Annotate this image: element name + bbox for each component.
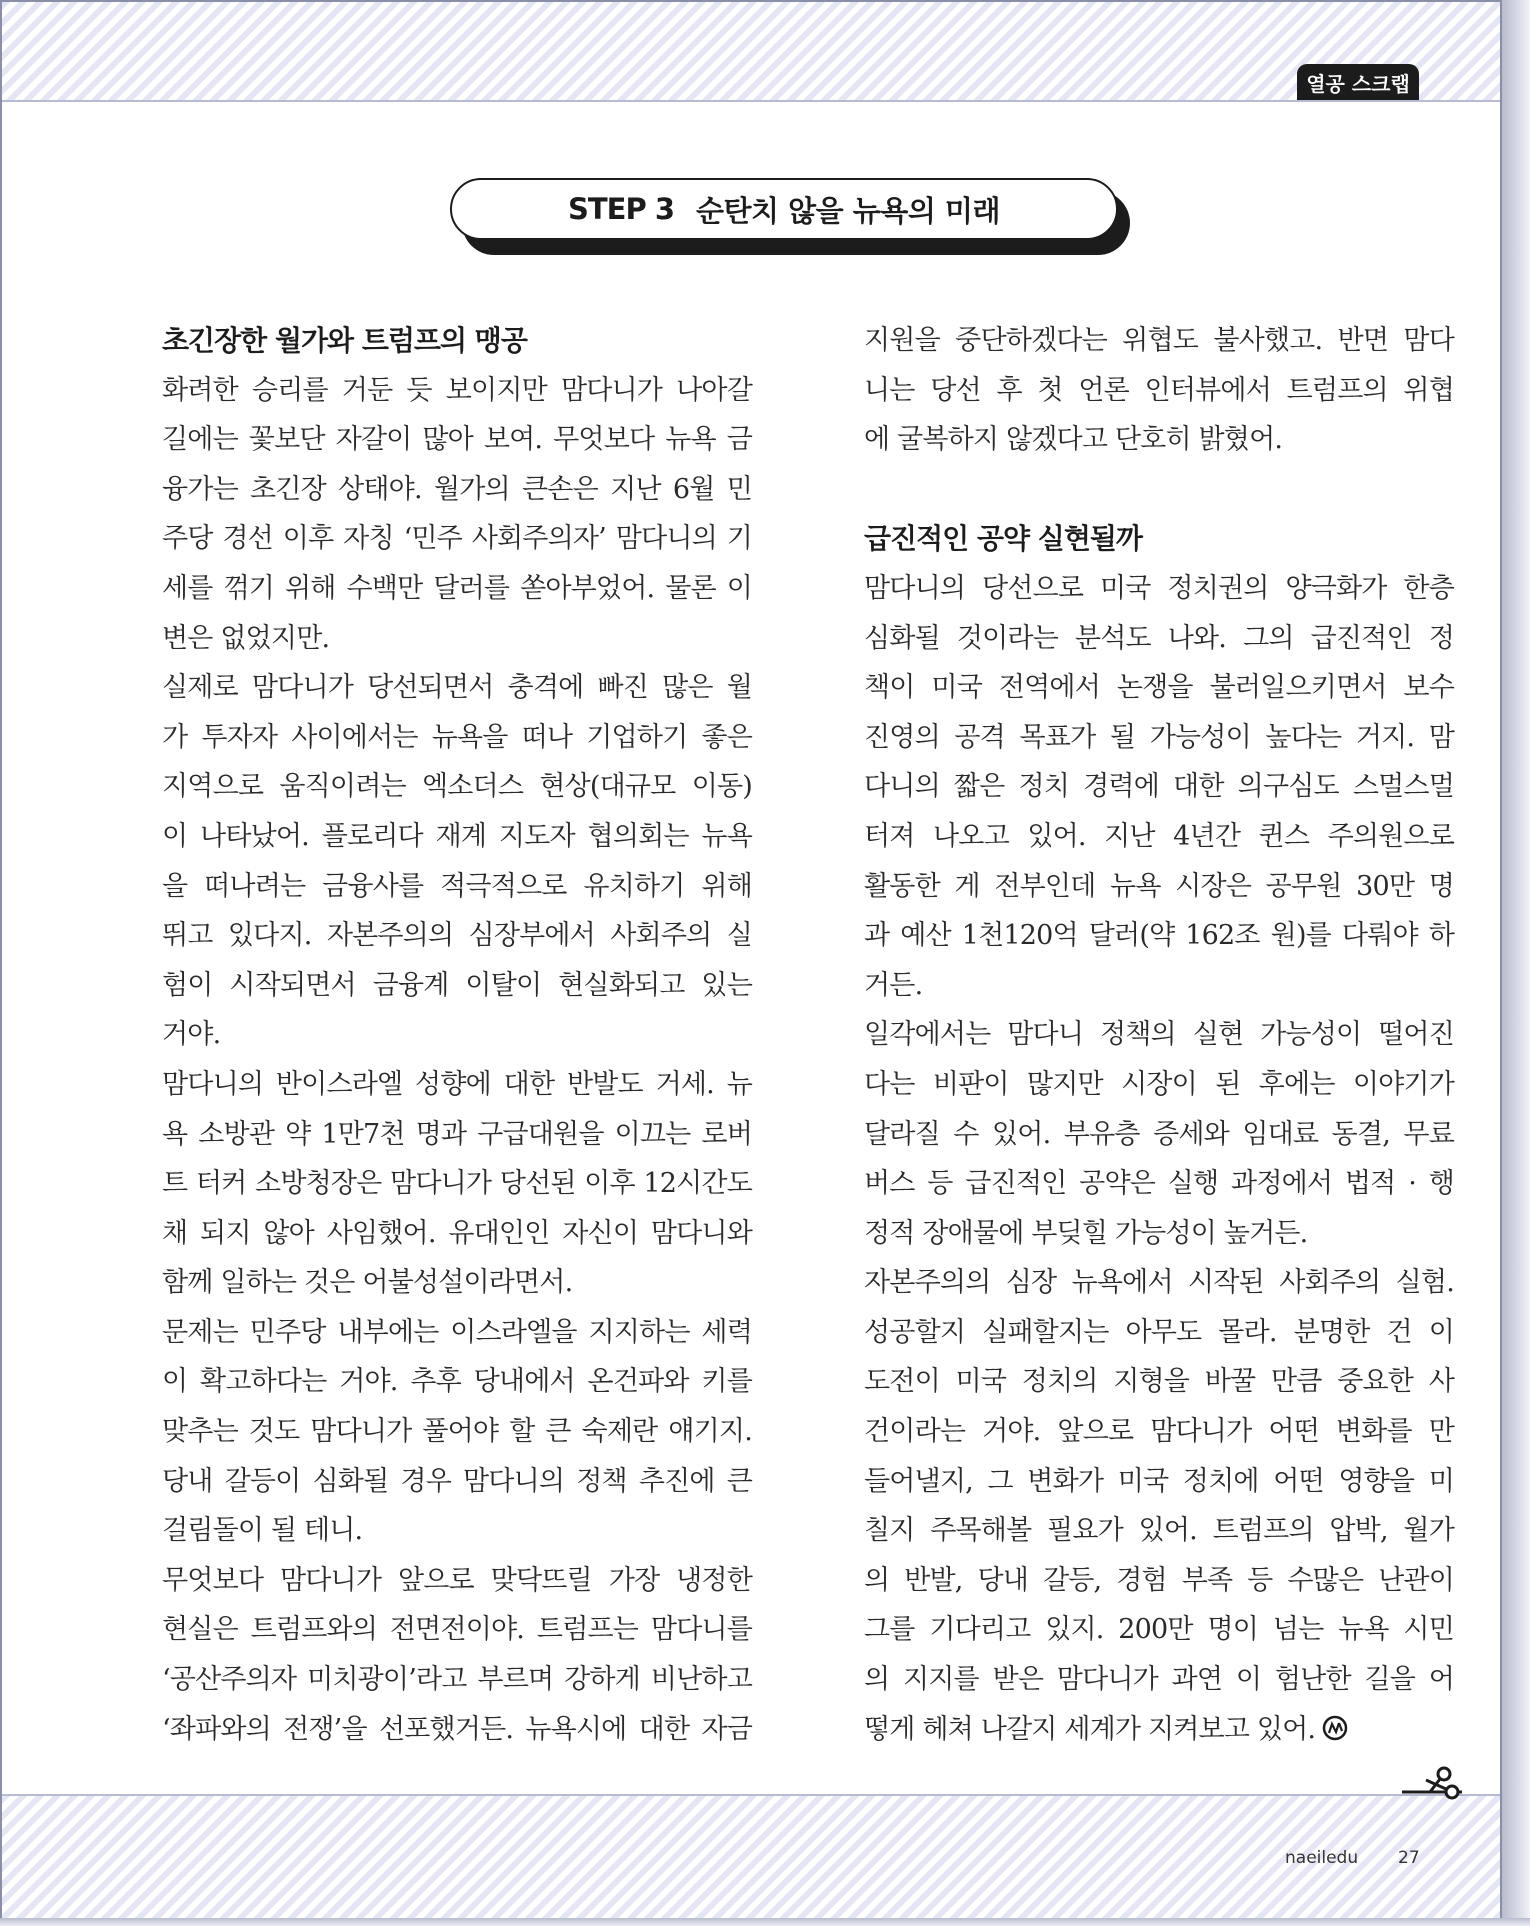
text-line-content: 문제는 민주당 내부에는 이스라엘을 지지하는 세력 <box>162 1316 752 1348</box>
text-line-content: 떻게 헤쳐 나갈지 세계가 지켜보고 있어. <box>864 1713 1316 1745</box>
text-line-content: 책이 미국 전역에서 논쟁을 불러일으키면서 보수 <box>864 672 1454 704</box>
text-line <box>864 1357 1454 1407</box>
text-line-content: 버스 등 급진적인 공약은 실행 과정에서 법적 · 행 <box>864 1168 1454 1200</box>
text-line-content: 들어낼지, 그 변화가 미국 정치에 어떤 영향을 미 <box>864 1465 1454 1497</box>
text-line <box>162 1457 752 1507</box>
text-line <box>162 1506 752 1556</box>
text-line <box>162 663 752 713</box>
text-line <box>864 1060 1454 1110</box>
text-line <box>162 762 752 812</box>
section-heading <box>162 316 752 366</box>
text-line <box>162 1010 752 1060</box>
text-line-content: 달라질 수 있어. 부유층 증세와 임대료 동결, 무료 <box>864 1118 1454 1150</box>
text-line-content: 급진적인 공약 실현될까 <box>864 522 1142 556</box>
text-line-content: 융가는 초긴장 상태야. 월가의 큰손은 지난 6월 민 <box>162 473 752 505</box>
text-line <box>864 614 1454 664</box>
step-title: 순탄치 않을 뉴욕의 미래 <box>696 193 1000 228</box>
page-edge-shadow <box>1502 0 1530 1926</box>
text-line <box>162 1159 752 1209</box>
text-line-content: 맘다니의 당선으로 미국 정치권의 양극화가 한층 <box>864 572 1454 604</box>
text-line <box>864 663 1454 713</box>
text-line-content: 실제로 맘다니가 당선되면서 충격에 빠진 많은 월 <box>162 672 752 704</box>
text-line-content: 지역으로 움직이려는 엑소더스 현상(대규모 이동) <box>162 771 752 803</box>
text-line-content: 채 되지 않아 사임했어. 유대인인 자신이 맘다니와 <box>162 1217 752 1249</box>
text-line-content: 칠지 주목해볼 필요가 있어. 트럼프의 압박, 월가 <box>864 1515 1454 1547</box>
top-stripe-band <box>2 2 1500 102</box>
text-line <box>864 961 1454 1011</box>
text-line-content: 당내 갈등이 심화될 경우 맘다니의 정책 추진에 큰 <box>162 1465 752 1497</box>
text-line-content: 정적 장애물에 부딪힐 가능성이 높거든. <box>864 1217 1308 1249</box>
step-label: STEP 3 <box>568 192 675 226</box>
text-line-content: 을 떠나려는 금융사를 적극적으로 유치하기 위해 <box>162 870 752 902</box>
text-line <box>864 1110 1454 1160</box>
page-number: 27 <box>1398 1848 1420 1868</box>
text-line-content: 다는 비판이 많지만 시장이 된 후에는 이야기가 <box>864 1068 1454 1100</box>
text-line-content: 변은 없었지만. <box>162 622 330 654</box>
text-line-content: 그를 기다리고 있지. 200만 명이 넘는 뉴욕 시민 <box>864 1614 1454 1646</box>
text-line-content: 이 확고하다는 거야. 추후 당내에서 온건파와 키를 <box>162 1366 752 1398</box>
text-line <box>162 1357 752 1407</box>
text-line <box>864 1159 1454 1209</box>
text-line <box>162 1110 752 1160</box>
text-line-content: 현실은 트럼프와의 전면전이야. 트럼프는 맘다니를 <box>162 1614 752 1646</box>
text-line <box>162 366 752 416</box>
text-line <box>162 415 752 465</box>
text-line-content: 길에는 꽃보단 자갈이 많아 보여. 무엇보다 뉴욕 금 <box>162 424 752 456</box>
text-line-content: 초긴장한 월가와 트럼프의 맹공 <box>162 324 527 357</box>
text-line <box>864 1506 1454 1556</box>
right-column <box>864 316 1454 1754</box>
text-line <box>162 1407 752 1457</box>
text-line-content: 과 예산 1천120억 달러(약 162조 원)를 다뤄야 하 <box>864 920 1454 952</box>
text-line-content: 가 투자자 사이에서는 뉴욕을 떠나 기업하기 좋은 <box>162 721 752 753</box>
text-line-content: 진영의 공격 목표가 될 가능성이 높다는 거지. 맘 <box>864 721 1454 753</box>
step-banner <box>450 178 1118 240</box>
text-line-content: 트 터커 소방청장은 맘다니가 당선된 이후 12시간도 <box>162 1168 752 1200</box>
text-line <box>864 812 1454 862</box>
left-column <box>162 316 752 1754</box>
text-line <box>864 1407 1454 1457</box>
text-line-content: 성공할지 실패할지는 아무도 몰라. 분명한 건 이 <box>864 1316 1454 1348</box>
text-line <box>162 1705 752 1755</box>
text-line-content: 함께 일하는 것은 어불성설이라면서. <box>162 1267 573 1299</box>
text-line <box>162 1308 752 1358</box>
text-line-content: 욕 소방관 약 1만7천 명과 구급대원을 이끄는 로버 <box>162 1118 752 1150</box>
section-heading <box>864 514 1454 564</box>
text-line-content: 터져 나오고 있어. 지난 4년간 퀸스 주의원으로 <box>864 820 1454 852</box>
text-line <box>864 911 1454 961</box>
text-line <box>864 1258 1454 1308</box>
text-line-content: 세를 꺾기 위해 수백만 달러를 쏟아부었어. 물론 이 <box>162 572 752 604</box>
text-line-content: ‘공산주의자 미치광이’라고 부르며 강하게 비난하고 <box>162 1664 752 1696</box>
text-line-content: 걸림돌이 될 테니. <box>162 1515 363 1547</box>
text-line <box>864 1010 1454 1060</box>
text-line-content: 활동한 게 전부인데 뉴욕 시장은 공무원 30만 명 <box>864 870 1454 902</box>
bottom-stripe-band <box>2 1794 1500 1920</box>
text-line <box>864 862 1454 912</box>
text-line <box>162 564 752 614</box>
text-line-content: 거야. <box>162 1019 221 1051</box>
text-line <box>864 366 1454 416</box>
text-line-content: 화려한 승리를 거둔 듯 보이지만 맘다니가 나아갈 <box>162 374 752 406</box>
text-line <box>162 1060 752 1110</box>
text-line <box>864 713 1454 763</box>
text-line <box>162 1209 752 1259</box>
text-line-content: 거든. <box>864 969 923 1001</box>
text-line <box>162 812 752 862</box>
text-line-content: 건이라는 거야. 앞으로 맘다니가 어떤 변화를 만 <box>864 1416 1454 1448</box>
text-line-content: 험이 시작되면서 금융계 이탈이 현실화되고 있는 <box>162 969 752 1001</box>
text-line-content: 도전이 미국 정치의 지형을 바꿀 만큼 중요한 사 <box>864 1366 1454 1398</box>
text-line <box>864 1705 1454 1755</box>
text-line-content: 심화될 것이라는 분석도 나와. 그의 급진적인 정 <box>864 622 1454 654</box>
text-line <box>162 1556 752 1606</box>
text-line-content: 뛰고 있다지. 자본주의의 심장부에서 사회주의 실 <box>162 920 752 952</box>
text-line-content: 일각에서는 맘다니 정책의 실현 가능성이 떨어진 <box>864 1019 1454 1051</box>
text-line-content: 맘다니의 반이스라엘 성향에 대한 반발도 거세. 뉴 <box>162 1068 752 1100</box>
text-line-content: ‘좌파와의 전쟁’을 선포했거든. 뉴욕시에 대한 자금 <box>162 1713 752 1745</box>
section-tab: 열공 스크랩 <box>1297 64 1419 100</box>
text-line <box>162 713 752 763</box>
text-line <box>162 961 752 1011</box>
text-line <box>864 316 1454 366</box>
naeil-end-mark-icon <box>1321 1714 1349 1742</box>
text-line <box>162 862 752 912</box>
text-line-content: 맞추는 것도 맘다니가 풀어야 할 큰 숙제란 얘기지. <box>162 1416 752 1448</box>
text-line <box>864 1655 1454 1705</box>
text-line <box>162 514 752 564</box>
text-line-content: 이 나타났어. 플로리다 재계 지도자 협의회는 뉴욕 <box>162 820 752 852</box>
text-line <box>864 415 1454 465</box>
text-line <box>864 1308 1454 1358</box>
paragraph-spacer <box>864 465 1454 515</box>
text-line-content: 에 굴복하지 않겠다고 단호히 밝혔어. <box>864 424 1283 456</box>
text-line <box>864 762 1454 812</box>
text-line <box>864 564 1454 614</box>
text-line-content: 무엇보다 맘다니가 앞으로 맞닥뜨릴 가장 냉정한 <box>162 1564 752 1596</box>
text-line <box>162 1258 752 1308</box>
text-line <box>162 465 752 515</box>
text-line-content: 지원을 중단하겠다는 위협도 불사했고. 반면 맘다 <box>864 325 1454 356</box>
text-line <box>864 1457 1454 1507</box>
page-edge-bottom-shadow <box>0 1918 1530 1926</box>
text-line <box>864 1605 1454 1655</box>
text-line-content: 의 반발, 당내 갈등, 경험 부족 등 수많은 난관이 <box>864 1564 1454 1596</box>
text-line-content: 자본주의의 심장 뉴욕에서 시작된 사회주의 실험. <box>864 1267 1454 1299</box>
text-line-content: 니는 당선 후 첫 언론 인터뷰에서 트럼프의 위협 <box>864 374 1454 406</box>
text-line <box>162 911 752 961</box>
text-line-content: 다니의 짧은 정치 경력에 대한 의구심도 스멀스멀 <box>864 771 1454 803</box>
text-line <box>864 1556 1454 1606</box>
text-line <box>162 1655 752 1705</box>
text-line-content: 의 지지를 받은 맘다니가 과연 이 험난한 길을 어 <box>864 1664 1454 1696</box>
scissors-icon <box>1400 1762 1464 1802</box>
footer-brand: naeiledu <box>1285 1848 1359 1868</box>
text-line-content: 주당 경선 이후 자칭 ‘민주 사회주의자’ 맘다니의 기 <box>162 523 752 555</box>
text-line <box>162 1605 752 1655</box>
text-line <box>162 614 752 664</box>
text-line <box>864 1209 1454 1259</box>
